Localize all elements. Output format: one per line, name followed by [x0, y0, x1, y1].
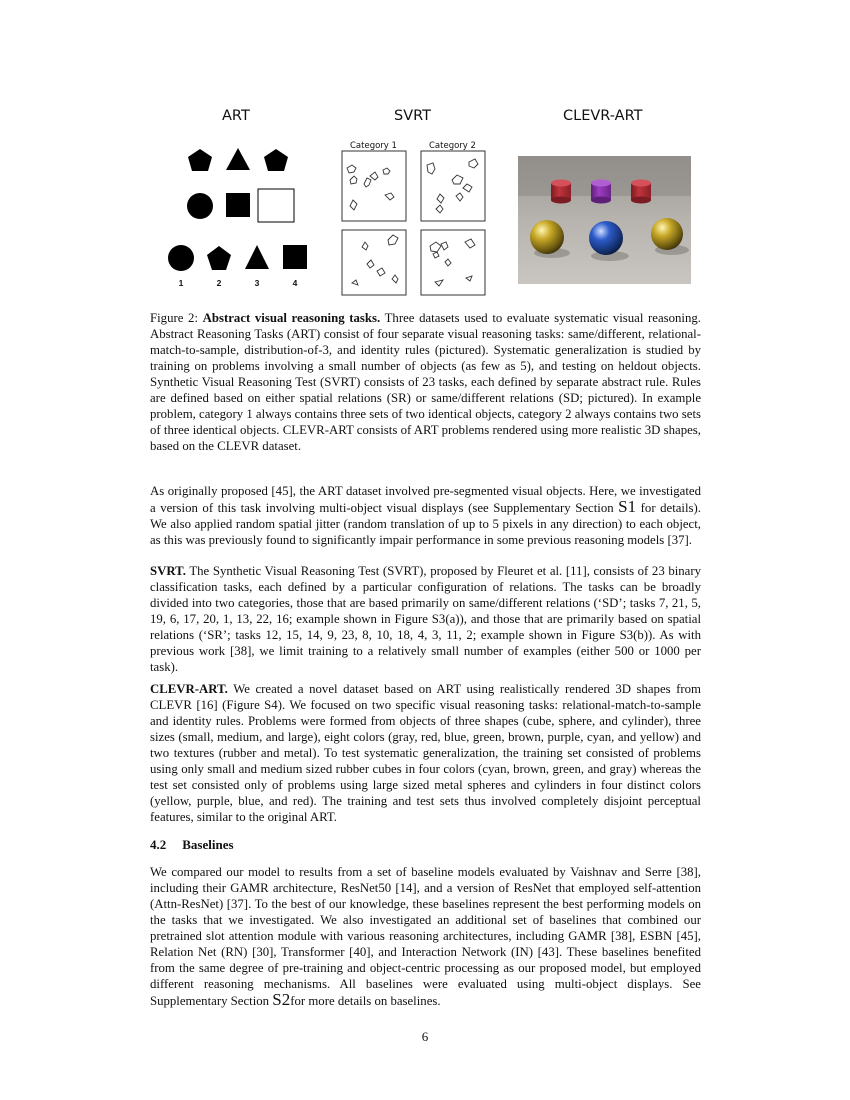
choice-number: 2	[216, 278, 222, 288]
svrt-box	[342, 230, 406, 295]
figure-caption	[150, 310, 701, 454]
page-number: 6	[421, 1029, 429, 1044]
svrt-panel-title: SVRT	[394, 108, 432, 124]
paragraph-clevr-art	[150, 681, 701, 825]
paragraph-text: The Synthetic Visual Reasoning Test (SVRT), proposed by Fleuret et al. [11], consists of 23 binary classification tasks, each defined by a particular configuration of relations. The tasks can be broadly divided into two categories, those that are based primarily on same/different relations (‘SD’; tasks 7, 21, 5, 19, 6, 17, 20, 1, 13, 22, 16; example shown in Figure S3(a)), and those that are primarily based on spatial relations (‘SR’; tasks 12, 15, 14, 9, 23, 8, 10, 18, 4, 3, 11, 2; example shown in Figure S3(b)). As with previous work [38], we limit training to a relatively small number of examples (either 500 or 1000 per task).	[150, 564, 702, 674]
svrt-boxes	[342, 151, 485, 295]
section-heading	[150, 837, 234, 853]
pentagon-choice	[207, 246, 231, 270]
pentagon-shape	[264, 149, 288, 171]
purple-cylinder	[591, 180, 611, 204]
red-cylinder	[551, 180, 571, 204]
art-choice-numbers	[179, 278, 298, 288]
category-1-label: Category 1	[350, 141, 397, 151]
supplementary-ref-s2: S2	[272, 990, 291, 1009]
figure-graphics	[0, 0, 850, 310]
caption-label: Figure 2:	[150, 311, 198, 325]
section-number: 4.2	[150, 837, 167, 852]
svrt-category-labels	[350, 141, 476, 151]
caption-title: Abstract visual reasoning tasks.	[202, 311, 381, 325]
paragraph-text: We compared our model to results from a set of baseline models evaluated by Vaishnav and Serre [38], including their GAMR architecture, ResNet50 [14], and a version of ResNet that employed self-attention (Attn-ResNet) [37]. To the best of our knowledge, these baselines represent the best performing models on the tasks that we investigated. We also investigated an additional set of baselines that combined our pretrained slot attention module with various reasoning architectures, including GAMR [38], ESBN [45], Relation Net (RN) [30], Transformer [40], and Interaction Network (IN) [43]. These baselines benefited from the same degree of pre-training and object-centric processing as our proposed model, but employed different reasoning mechanisms. All baselines were evaluated using multi-object displays. See Supplementary Section	[150, 865, 701, 1008]
clevr-image	[518, 156, 691, 284]
triangle-shape	[226, 148, 250, 170]
category-2-label: Category 2	[429, 141, 476, 151]
svrt-box	[421, 230, 485, 295]
triangle-choice	[245, 245, 269, 269]
paragraph-baselines	[150, 864, 701, 1009]
paragraph-svrt	[150, 563, 701, 675]
red-cylinder	[631, 180, 651, 204]
svrt-box	[342, 151, 406, 221]
square-shape	[226, 193, 250, 217]
clevr-art-lead: CLEVR-ART.	[150, 682, 228, 696]
svrt-lead: SVRT.	[150, 564, 186, 578]
caption-text: Three datasets used to evaluate systematic visual reasoning. Abstract Reasoning Tasks (ART) consist of four separate visual reasoning tasks: same/different, relational-match-to-sample, distribution-of-3, and identity rules (pictured). Systematic generalization is studied by training on problems involving a small number of objects (as few as 5), and testing on heldout objects. Synthetic Visual Reasoning Test (SVRT) consists of 23 tasks, each defined by separate abstract rule. Rules are defined based on either spatial relations (SR) or same/different relations (SD; pictured). In example problem, category 1 always contains three sets of two identical objects, category 2 always contains two sets of three identical objects. CLEVR-ART consists of ART problems rendered using more realistic 3D shapes, based on the CLEVR dataset.	[150, 311, 701, 453]
circle-shape	[187, 193, 213, 219]
svrt-box	[421, 151, 485, 221]
clevr-art-panel-title: CLEVR-ART	[563, 108, 643, 124]
gold-sphere	[530, 220, 564, 254]
section-title: Baselines	[182, 837, 234, 852]
supplementary-ref-s1: S1	[618, 497, 637, 516]
empty-answer-box	[258, 189, 294, 222]
paragraph-text: We created a novel dataset based on ART using realistically rendered 3D shapes from CLEVR [16] (Figure S4). We focused on two specific visual reasoning tasks: relational-match-to-sample and identity rules. Problems were formed from objects of three shapes (cube, sphere, and cylinder), three sizes (small, medium, and large), eight colors (gray, red, blue, green, brown, purple, cyan, and yellow) and two textures (rubber and metal). To test systematic generalization, the training set consisted of problems using only small and medium sized rubber cubes in four colors (cyan, brown, green, and gray) whereas the test set consisted only of problems using large sized metal spheres and cylinders in four distinct colors (yellow, purple, blue, and red). The training and test sets thus involved completely disjoint perceptual features, similar to the original ART.	[150, 682, 702, 824]
art-panel-title: ART	[222, 108, 250, 124]
pentagon-shape	[188, 149, 212, 171]
blue-sphere	[589, 221, 623, 255]
gold-sphere	[651, 218, 683, 250]
figure-2	[0, 0, 850, 310]
art-shapes	[168, 148, 307, 271]
paragraph-art-dataset	[150, 483, 701, 548]
paragraph-text: for details). We also applied random spatial jitter (random translation of up to 5 pixels in any direction) to each object, as this was previously found to significantly impair performance in some previous reasoning models [37].	[150, 501, 701, 547]
choice-number: 3	[254, 278, 260, 288]
choice-number: 1	[178, 278, 184, 288]
square-choice	[283, 245, 307, 269]
choice-number: 4	[292, 278, 298, 288]
paragraph-text: for more details on baselines.	[290, 994, 441, 1008]
paragraph-text: As originally proposed [45], the ART dataset involved pre-segmented visual objects. Here, we investigated a version of this task involving multi-object visual displays (see Supplementary Section	[150, 484, 701, 515]
circle-choice	[168, 245, 194, 271]
